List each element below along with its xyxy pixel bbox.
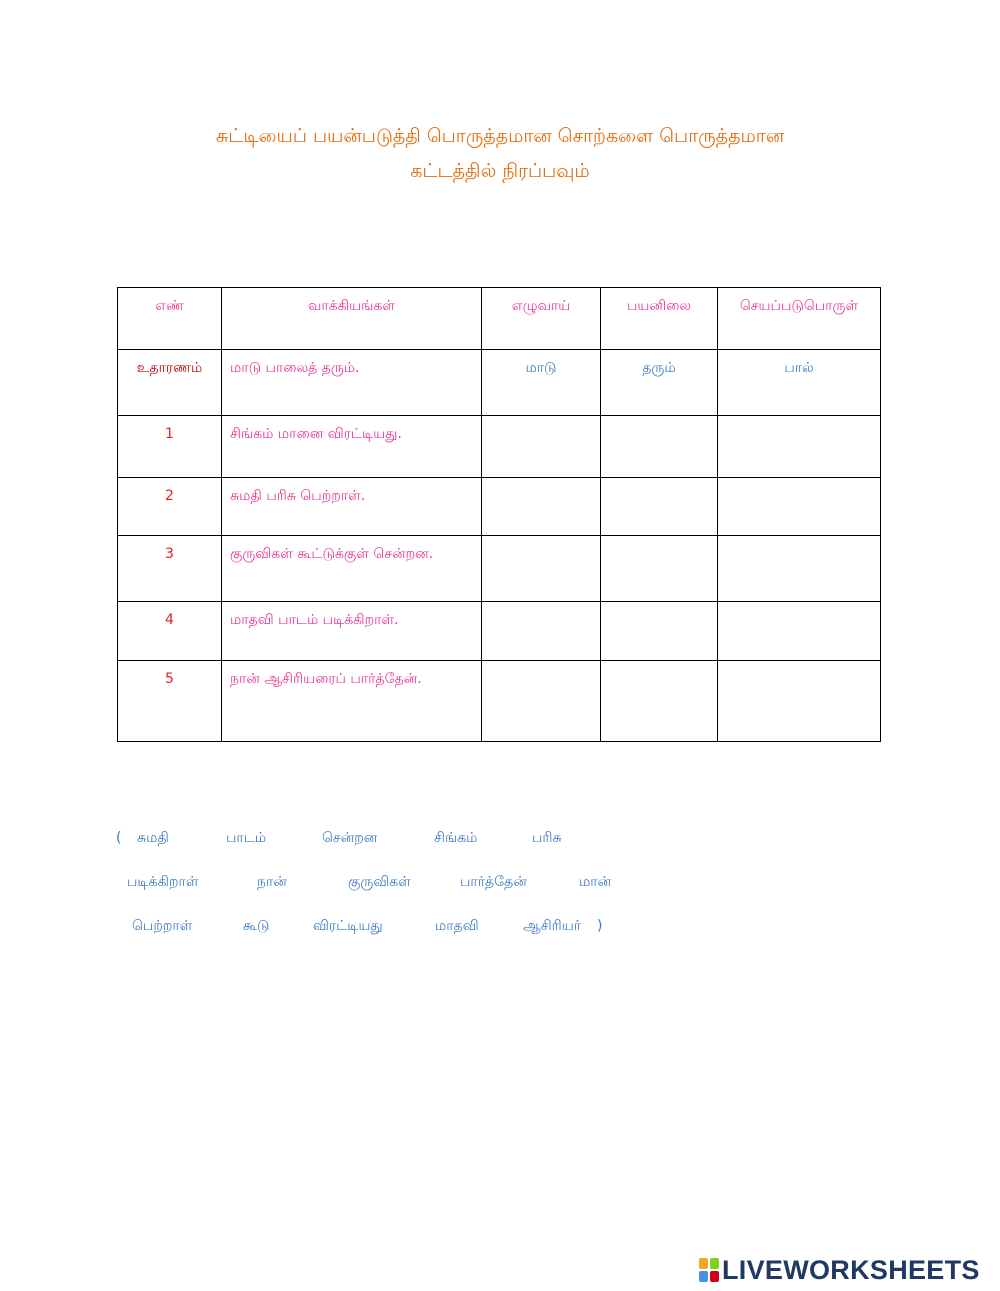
word-chip[interactable]: மான் [579, 874, 612, 890]
word-chip[interactable]: ஆசிரியர் [523, 918, 582, 934]
liveworksheets-brand [698, 1254, 980, 1286]
word-chip[interactable]: பாடம் [226, 830, 267, 846]
row-sentence: மாதவி பாடம் படிக்கிறாள். [222, 602, 482, 661]
header-object: செயப்படுபொருள் [718, 288, 881, 350]
word-bank-open-paren: ( [116, 830, 122, 846]
row-number: 3 [118, 536, 222, 602]
word-chip[interactable]: பார்த்தேன் [460, 874, 527, 890]
header-number: எண் [118, 288, 222, 350]
example-sentence: மாடு பாலைத் தரும். [222, 350, 482, 416]
example-subject: மாடு [482, 350, 601, 416]
word-chip[interactable]: சென்றன [322, 830, 378, 846]
word-chip[interactable]: படிக்கிறாள் [127, 874, 199, 890]
row-sentence: சுமதி பரிசு பெற்றாள். [222, 478, 482, 536]
row-sentence: நான் ஆசிரியரைப் பார்த்தேன். [222, 661, 482, 742]
word-chip[interactable]: பெற்றாள் [132, 918, 193, 934]
header-sentences: வாக்கியங்கள் [222, 288, 482, 350]
row-sentence: குருவிகள் கூட்டுக்குள் சென்றன. [222, 536, 482, 602]
word-chip[interactable]: மாதவி [435, 918, 479, 934]
row-number: 2 [118, 478, 222, 536]
word-chip[interactable]: சிங்கம் [434, 830, 478, 846]
example-object: பால் [718, 350, 881, 416]
word-chip[interactable]: பரிசு [532, 830, 562, 846]
brand-text: LIVEWORKSHEETS [722, 1254, 980, 1285]
row-number: 1 [118, 416, 222, 478]
word-chip[interactable]: குருவிகள் [348, 874, 411, 890]
row-number: 4 [118, 602, 222, 661]
example-predicate: தரும் [601, 350, 718, 416]
header-subject: எழுவாய் [482, 288, 601, 350]
worksheet-title-line-2: கட்டத்தில் நிரப்பவும் [410, 160, 590, 182]
header-predicate: பயனிலை [601, 288, 718, 350]
word-chip[interactable]: கூடு [243, 918, 270, 934]
worksheet-title-line-1: சுட்டியைப் பயன்படுத்தி பொருத்தமான சொற்களை பொருத்தமான [215, 125, 785, 147]
example-label: உதாரணம் [118, 350, 222, 416]
liveworksheets-logo-icon [698, 1257, 720, 1283]
word-chip[interactable]: நான் [257, 874, 287, 890]
word-chip[interactable]: சுமதி [137, 830, 169, 846]
row-sentence: சிங்கம் மானை விரட்டியது. [222, 416, 482, 478]
word-chip[interactable]: விரட்டியது [313, 918, 383, 934]
row-number: 5 [118, 661, 222, 742]
word-bank-close-paren: ) [597, 918, 603, 934]
